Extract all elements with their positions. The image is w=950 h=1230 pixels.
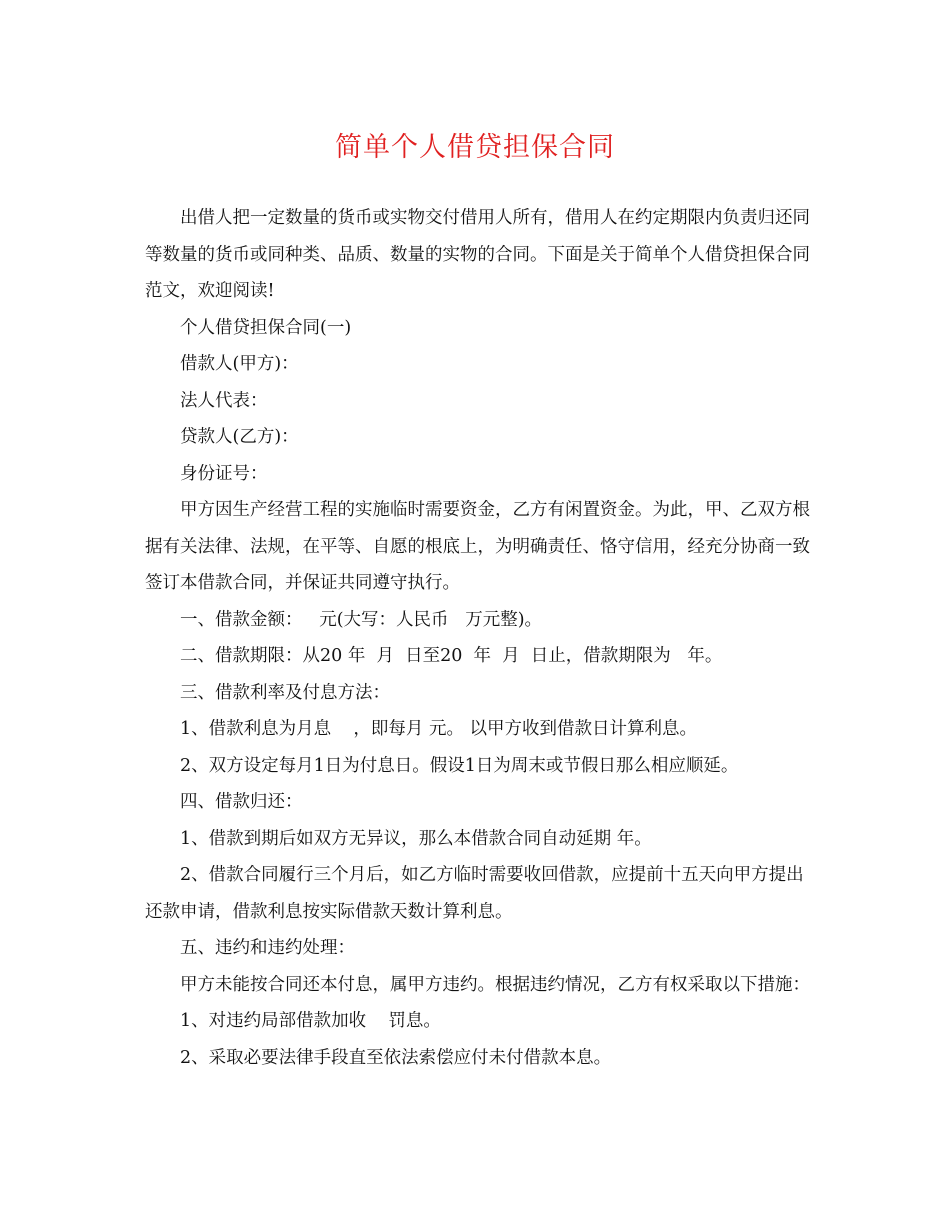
clause-amount: 一、借款金额： 元(大写：人民币 万元整)。 [180,609,543,630]
document-title: 简单个人借贷担保合同 [335,132,615,163]
clause-default-text: 甲方未能按合同还本付息，属甲方违约。根据违约情况，乙方有权采取以下措施： [180,974,810,995]
id-number-line: 身份证号： [180,463,268,484]
clause-repayment-2: 2、借款合同履行三个月后，如乙方临时需要收回借款，应提前十五天向甲方提出还款申请，借款利息按实际借款天数计算利息。 [145,865,804,922]
lender-line: 贷款人(乙方)： [180,427,299,447]
clause-interest-heading: 三、借款利率及付息方法： [180,682,390,703]
section-heading: 个人借贷担保合同(一) [180,317,352,338]
clause-default-1: 1、对违约局部借款加收 罚息。 [180,1011,441,1031]
preamble-paragraph: 甲方因生产经营工程的实施临时需要资金，乙方有闲置资金。为此，甲、乙双方根据有关法律、法规，在平等、自愿的根底上，为明确责任、恪守信用，经充分协商一致签订本借款合同，并保证共同遵守执行。 [145,500,810,593]
clause-interest-2: 2、双方设定每月1日为付息日。假设1日为周末或节假日那么相应顺延。 [180,755,739,776]
clause-default-heading: 五、违约和违约处理： [180,938,355,958]
document-body [145,200,810,1076]
borrower-line: 借款人(甲方)： [180,354,299,374]
clause-repayment-heading: 四、借款归还： [180,792,303,812]
clause-interest-1: 1、借款利息为月息 ，即每月 元。 以甲方收到借款日计算利息。 [180,719,698,739]
clause-term: 二、借款期限：从20 年 月 日至20 年 月 日止，借款期限为 年。 [180,646,723,666]
legal-representative-line: 法人代表： [180,390,268,411]
clause-default-2: 2、采取必要法律手段直至依法索偿应付未付借款本息。 [180,1047,612,1068]
clause-repayment-1: 1、借款到期后如双方无异议，那么本借款合同自动延期 年。 [180,828,652,849]
intro-paragraph: 出借人把一定数量的货币或实物交付借用人所有，借用人在约定期限内负责归还同等数量的货币或同种类、品质、数量的实物的合同。下面是关于简单个人借贷担保合同范文，欢迎阅读! [145,208,810,301]
